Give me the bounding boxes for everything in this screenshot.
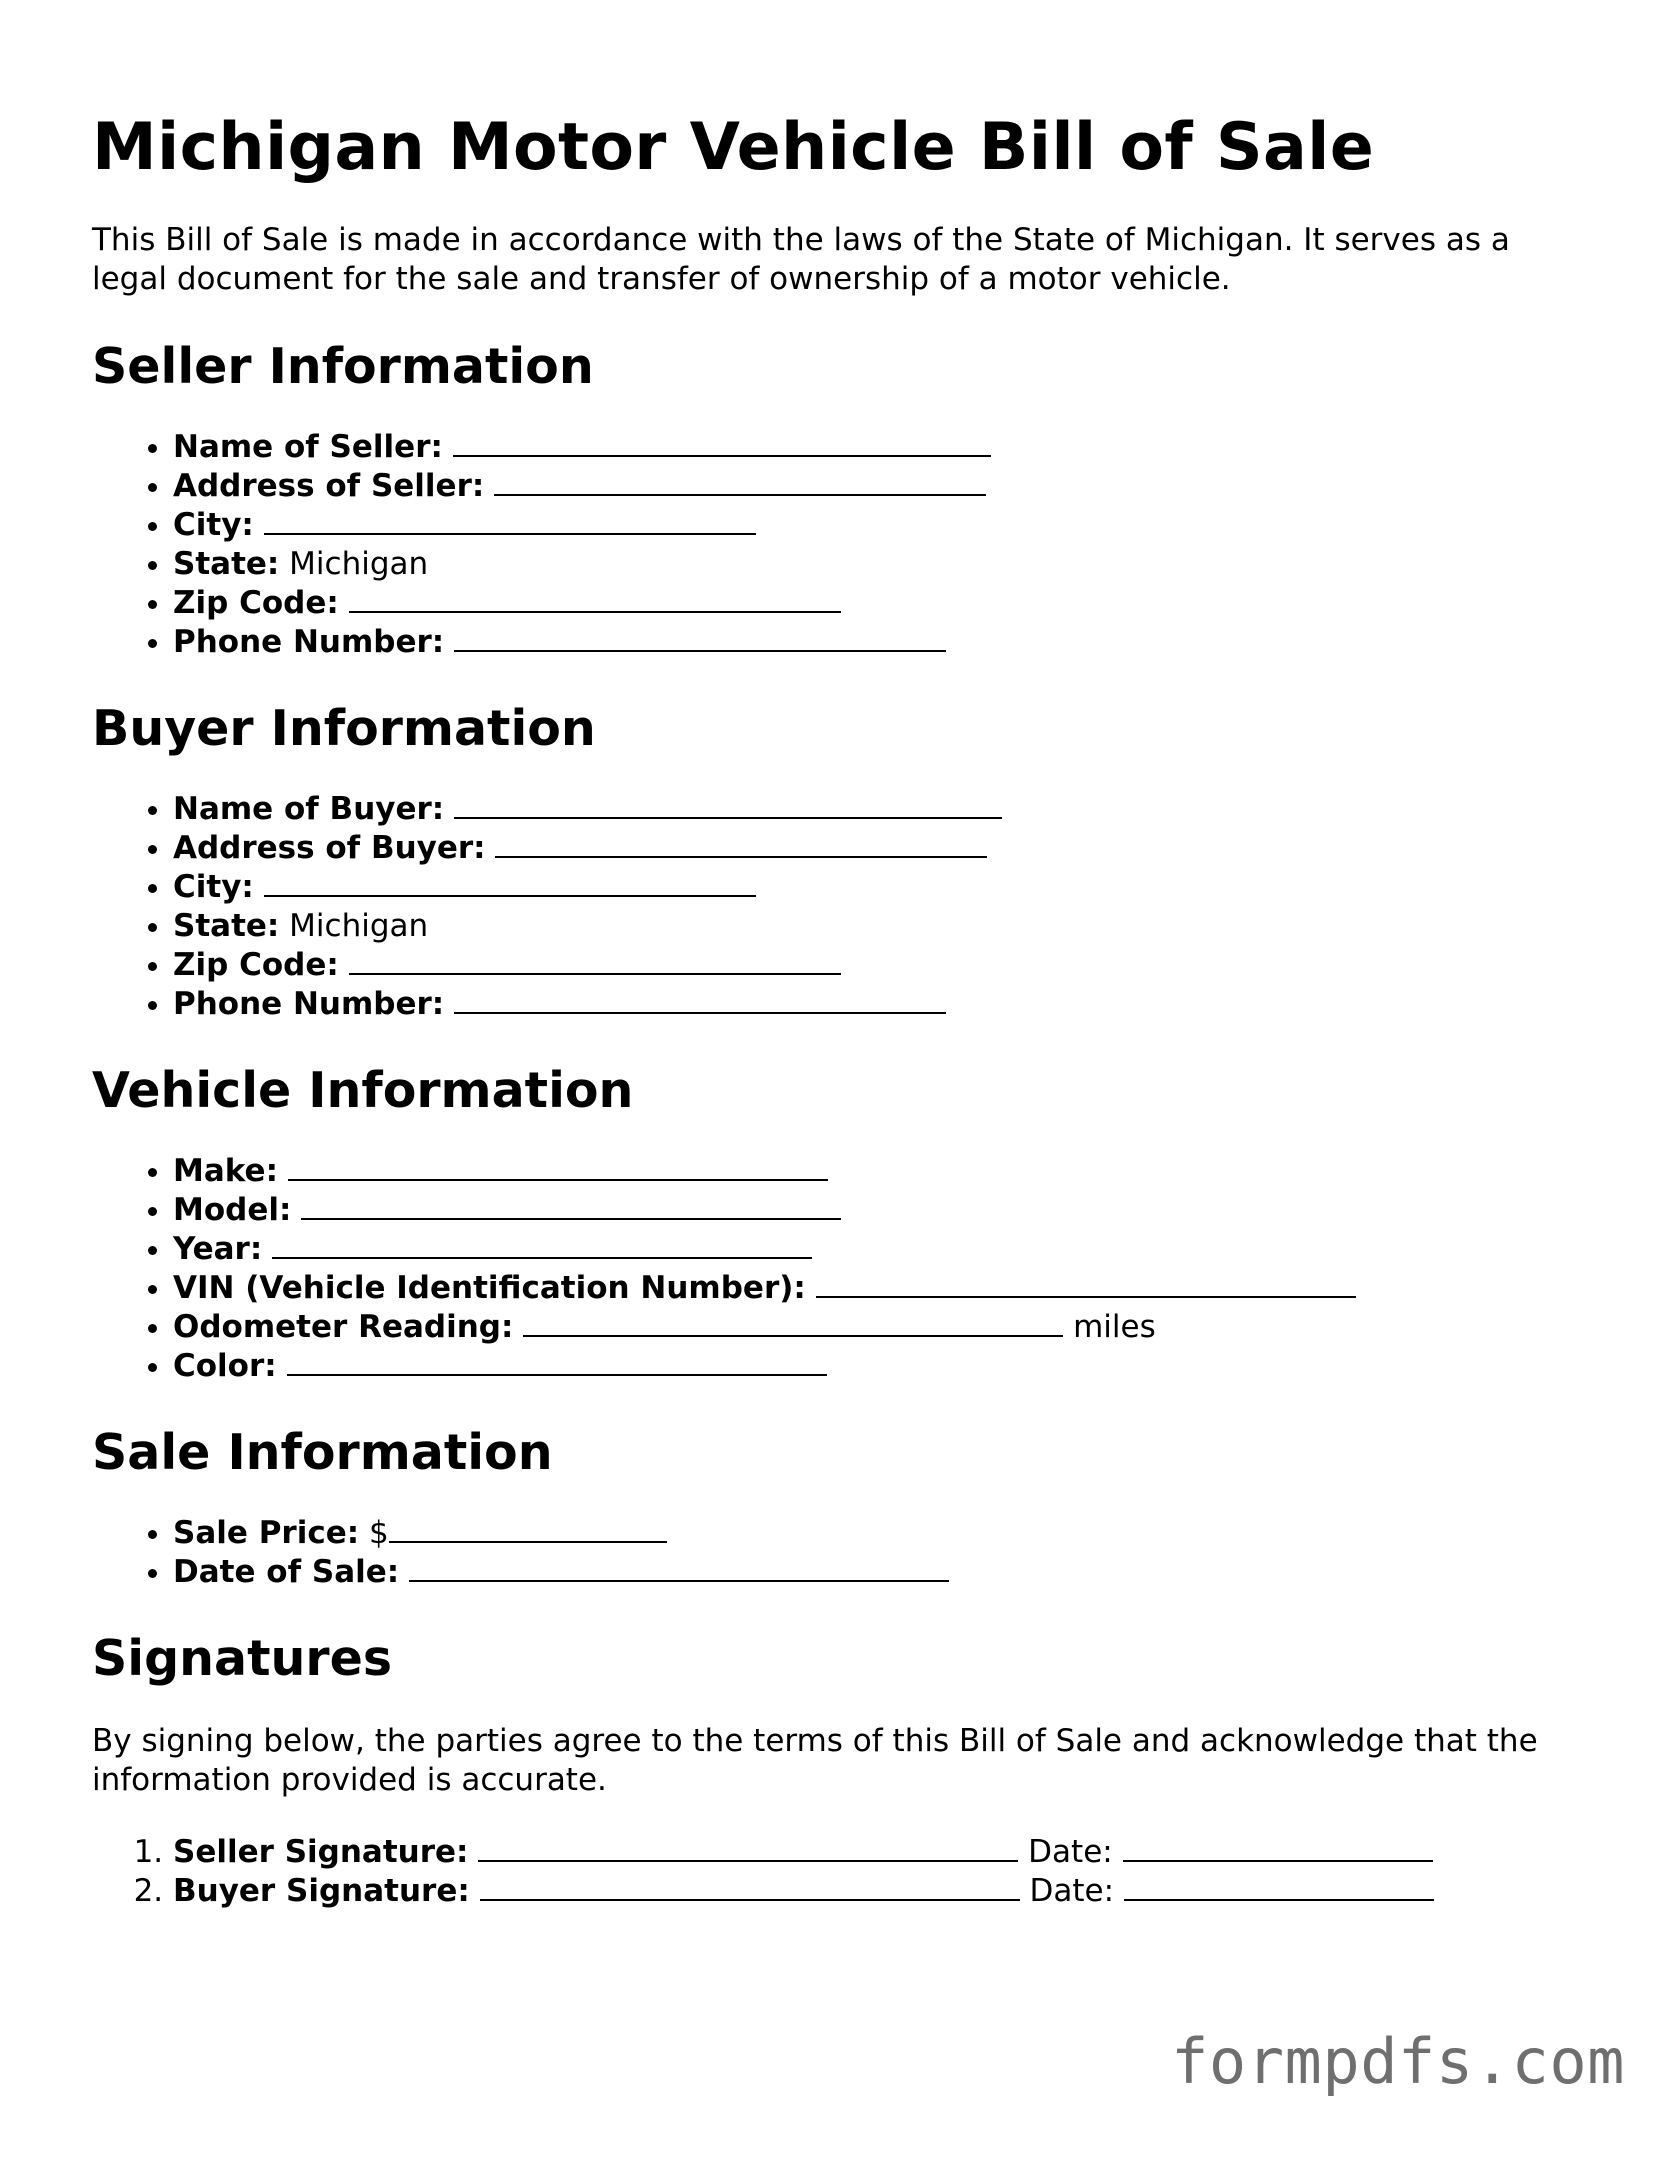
seller-address-field[interactable] [494,467,986,496]
buyer-signature-label: Buyer Signature: [173,1873,470,1909]
buyer-state-value: Michigan [289,908,429,944]
buyer-city-field[interactable] [264,868,756,897]
document-page [92,108,1592,1911]
seller-state-label: State: [173,546,280,582]
seller-info-list [92,428,1592,662]
odometer-unit: miles [1073,1309,1156,1345]
intro-paragraph: This Bill of Sale is made in accordance with the laws of the State of Michigan. It serves as a legal document for the sale and transfer of ownership of a motor vehicle. [92,222,1510,297]
list-item [173,868,1592,907]
list-item [173,829,1592,868]
list-item [173,907,1592,946]
list-item [173,1833,1592,1872]
buyer-info-list [92,790,1592,1024]
seller-address-label: Address of Seller: [173,468,485,504]
seller-city-field[interactable] [264,506,756,535]
list-item [173,1269,1592,1308]
seller-state-value: Michigan [289,546,429,582]
sale-price-label: Sale Price: [173,1515,360,1551]
list-item [173,584,1592,623]
vehicle-make-label: Make: [173,1153,278,1189]
list-item [173,1514,1592,1553]
seller-zip-field[interactable] [349,584,841,613]
seller-name-label: Name of Seller: [173,429,443,465]
seller-phone-field[interactable] [454,623,946,652]
seller-signature-date-field[interactable] [1123,1833,1433,1862]
sale-date-field[interactable] [409,1553,949,1582]
list-item [173,1872,1592,1911]
sale-section-heading: Sale Information [92,1424,553,1481]
buyer-address-label: Address of Buyer: [173,830,486,866]
list-item [173,1230,1592,1269]
vehicle-color-field[interactable] [287,1347,827,1376]
buyer-city-label: City: [173,869,254,905]
vehicle-year-label: Year: [173,1231,263,1267]
list-item [173,946,1592,985]
watermark-text: formpdfs.com [1171,2025,1625,2098]
seller-name-field[interactable] [453,428,991,457]
buyer-phone-label: Phone Number: [173,986,445,1022]
list-item [173,790,1592,829]
buyer-name-field[interactable] [454,790,1002,819]
sale-date-label: Date of Sale: [173,1554,400,1590]
signatures-list [92,1833,1592,1911]
buyer-signature-date-label: Date: [1029,1873,1115,1909]
sale-price-prefix: $ [368,1515,389,1551]
vehicle-vin-field[interactable] [816,1269,1356,1298]
list-item [173,1191,1592,1230]
vehicle-info-list [92,1152,1592,1386]
vehicle-color-label: Color: [173,1348,277,1384]
vehicle-vin-label: VIN (Vehicle Identification Number): [173,1270,806,1306]
vehicle-model-field[interactable] [301,1191,841,1220]
buyer-name-label: Name of Buyer: [173,791,445,827]
list-item [173,985,1592,1024]
seller-section-heading: Seller Information [92,338,594,395]
seller-zip-label: Zip Code: [173,585,339,621]
vehicle-year-field[interactable] [272,1230,812,1259]
signatures-section-heading: Signatures [92,1630,392,1687]
seller-phone-label: Phone Number: [173,624,445,660]
vehicle-section-heading: Vehicle Information [92,1062,634,1119]
buyer-phone-field[interactable] [454,985,946,1014]
list-item [173,1152,1592,1191]
seller-signature-date-label: Date: [1028,1834,1113,1870]
buyer-zip-field[interactable] [349,946,841,975]
list-item [173,506,1592,545]
seller-signature-label: Seller Signature: [173,1834,469,1870]
vehicle-model-label: Model: [173,1192,292,1228]
list-item [173,1308,1592,1347]
document-title: Michigan Motor Vehicle Bill of Sale [92,110,1375,185]
list-item [173,428,1592,467]
buyer-address-field[interactable] [495,829,987,858]
seller-signature-field[interactable] [478,1833,1018,1862]
sale-price-field[interactable] [389,1514,667,1543]
list-item [173,623,1592,662]
buyer-zip-label: Zip Code: [173,947,339,983]
list-item [173,545,1592,584]
sale-info-list [92,1514,1592,1592]
list-item [173,1553,1592,1592]
list-item [173,467,1592,506]
buyer-signature-date-field[interactable] [1124,1872,1434,1901]
seller-city-label: City: [173,507,254,543]
buyer-state-label: State: [173,908,280,944]
list-item [173,1347,1592,1386]
vehicle-odometer-field[interactable] [523,1308,1063,1337]
vehicle-odometer-label: Odometer Reading: [173,1309,514,1345]
vehicle-make-field[interactable] [288,1152,828,1181]
buyer-signature-field[interactable] [480,1872,1020,1901]
buyer-section-heading: Buyer Information [92,700,596,757]
signatures-paragraph: By signing below, the parties agree to the terms of this Bill of Sale and acknowledge that the information provided is accurate. [92,1723,1538,1798]
